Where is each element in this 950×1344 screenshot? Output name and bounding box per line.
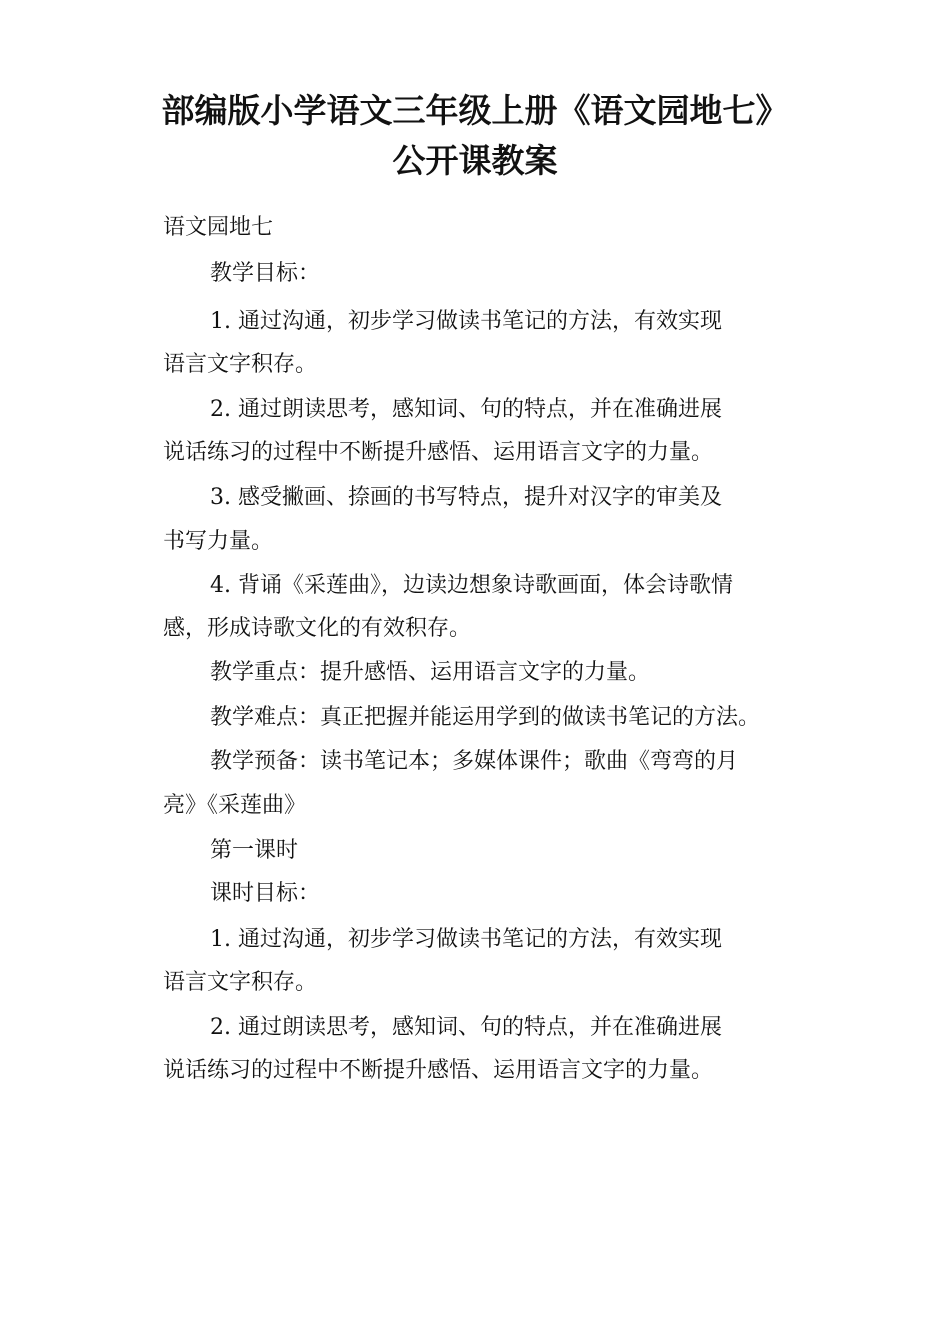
lesson-goal-1-line-1: 1. 通过沟通，初步学习做读书笔记的方法，有效实现 (210, 927, 722, 952)
lesson-heading: 第一课时 (210, 838, 299, 863)
teaching-difficulty: 教学难点：真正把握并能运用学到的做读书笔记的方法。 (210, 705, 761, 730)
lesson-goal-2-line-1: 2. 通过朗读思考，感知词、句的特点，并在准确进展 (210, 1015, 722, 1040)
teaching-prep-line-2: 亮》《采莲曲》 (163, 793, 307, 818)
teaching-prep-line-1: 教学预备：读书笔记本；多媒体课件；歌曲《弯弯的月 (210, 749, 739, 774)
goal-2-line-1: 2. 通过朗读思考，感知词、句的特点，并在准确进展 (210, 397, 722, 422)
goal-4-line-1: 4. 背诵《采莲曲》，边读边想象诗歌画面，体会诗歌情 (210, 573, 733, 598)
document-title-line-1: 部编版小学语文三年级上册《语文园地七》 (161, 91, 789, 130)
goal-1-line-2: 语言文字积存。 (163, 352, 318, 377)
goal-3-line-2: 书写力量。 (163, 529, 274, 554)
lesson-goal-2-line-2: 说话练习的过程中不断提升感悟、运用语言文字的力量。 (163, 1058, 714, 1083)
goal-4-line-2: 感，形成诗歌文化的有效积存。 (163, 616, 472, 641)
lesson-goals-label: 课时目标： (210, 881, 321, 906)
lesson-goal-1-line-2: 语言文字积存。 (163, 970, 318, 995)
goal-1-line-1: 1. 通过沟通，初步学习做读书笔记的方法，有效实现 (210, 309, 722, 334)
document-title-line-2: 公开课教案 (392, 141, 558, 180)
section-heading: 语文园地七 (163, 215, 274, 240)
teaching-focus: 教学重点：提升感悟、运用语言文字的力量。 (210, 660, 651, 685)
goal-2-line-2: 说话练习的过程中不断提升感悟、运用语言文字的力量。 (163, 440, 714, 465)
teaching-goals-label: 教学目标： (210, 261, 321, 286)
goal-3-line-1: 3. 感受撇画、捺画的书写特点，提升对汉字的审美及 (210, 485, 722, 510)
